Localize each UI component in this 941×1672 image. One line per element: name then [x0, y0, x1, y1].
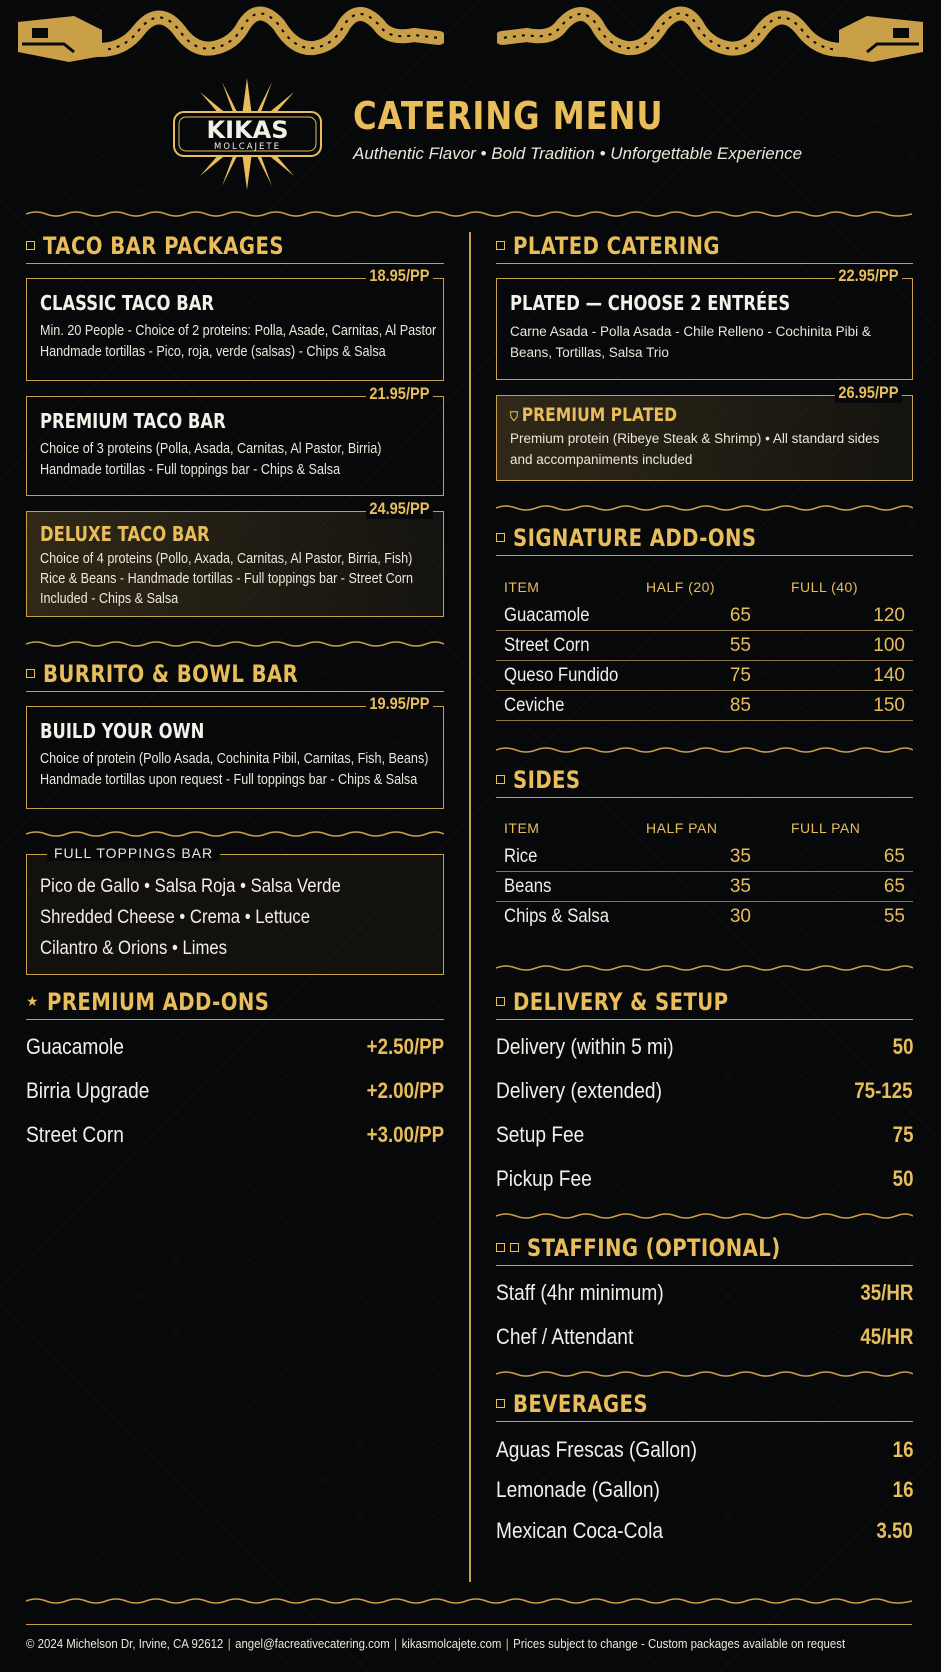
shield-icon: ⛉ [510, 410, 522, 425]
beverage-name: Lemonade (Gallon) [496, 1477, 660, 1502]
beverage-row [496, 1437, 913, 1463]
staff-name: Chef / Attendant [496, 1324, 634, 1349]
plated-name: PREMIUM PLATED [521, 404, 678, 426]
table-row [496, 661, 913, 691]
row-half: 85 [729, 694, 751, 716]
plated-premium [496, 383, 913, 481]
serpent-right-decoration [497, 0, 927, 72]
table-row [496, 601, 913, 631]
page-title: CATERING MENU [353, 94, 664, 138]
section-delivery [496, 984, 913, 1020]
section-title: TACO BAR PACKAGES [43, 231, 284, 260]
section-signature-addons [496, 520, 913, 556]
staffing-row [496, 1324, 913, 1350]
beverage-name: Mexican Coca-Cola [496, 1518, 664, 1543]
fee-name: Delivery (extended) [496, 1078, 662, 1103]
toppings-line: Cilantro & Orions • Limes [40, 938, 228, 959]
fee-price: 75 [892, 1122, 913, 1147]
addon-price: +2.50/PP [366, 1034, 444, 1059]
plated-desc: Carne Asada - Polla Asada - Chile Relleno - Cochinita Pibi & Beans, Tortillas, Salsa Trio [510, 324, 871, 360]
beverage-price: 3.50 [876, 1518, 913, 1543]
package-line: Rice & Beans - Handmade tortillas - Full toppings bar - Street Corn [40, 571, 414, 587]
fee-name: Pickup Fee [496, 1166, 592, 1191]
package-line: Handmade tortillas upon request - Full toppings bar - Chips & Salsa [40, 772, 418, 788]
table-header [496, 573, 913, 601]
square-icon [496, 533, 505, 542]
star-icon: ★ [26, 993, 39, 1009]
footer-rule [26, 1624, 912, 1625]
footer-email[interactable]: angel@facreativecatering.com [235, 1636, 390, 1651]
row-full: 55 [883, 906, 905, 927]
section-title: DELIVERY & SETUP [513, 987, 729, 1016]
header-full: FULL (40) [791, 579, 859, 595]
row-full: 120 [873, 604, 905, 626]
column-divider [469, 232, 471, 1582]
section-beverages [496, 1386, 913, 1422]
brand-name: KIKAS [206, 116, 289, 144]
row-half: 75 [729, 664, 751, 686]
package-line: Choice of protein (Pollo Asada, Cochinita Pibil, Carnitas, Fish, Beans) [40, 751, 429, 767]
staff-price: 35/HR [859, 1280, 913, 1305]
section-title: SIGNATURE ADD-ONS [513, 523, 757, 552]
package-name: BUILD YOUR OWN [40, 719, 205, 743]
package-price: 19.95/PP [366, 694, 433, 714]
addon-price: +3.00/PP [366, 1122, 444, 1147]
package-line: Min. 20 People - Choice of 2 proteins: Polla, Asade, Carnitas, Al Pastor [40, 323, 437, 339]
brand-sub: MOLCAJETE [214, 142, 281, 152]
table-row [496, 842, 913, 872]
footer: © 2024 Michelson Dr, Irvine, CA 92612 | angel@facreativecatering.com | kikasmolcajete.com | Prices subject to change - Custom packages available on request [26, 1636, 846, 1651]
header-half: HALF PAN [646, 820, 718, 836]
square-icon [496, 241, 505, 250]
header-half: HALF (20) [646, 579, 716, 595]
square-icon [496, 1399, 505, 1408]
section-title: SIDES [513, 765, 581, 794]
section-taco-bar [26, 228, 444, 264]
row-full: 150 [873, 694, 905, 716]
fee-price: 50 [892, 1034, 913, 1059]
package-line: Handmade tortillas - Pico, roja, verde (salsas) - Chips & Salsa [40, 344, 386, 360]
table-header [496, 814, 913, 842]
package-name: DELUXE TACO BAR [40, 522, 210, 546]
row-item: Guacamole [504, 604, 590, 626]
toppings-label: FULL TOPPINGS BAR [47, 845, 220, 861]
package-line: Included - Chips & Salsa [40, 591, 179, 607]
row-half: 65 [729, 604, 751, 626]
premium-addon-row [26, 1122, 444, 1148]
table-row [496, 872, 913, 902]
section-divider [496, 1212, 913, 1220]
row-full: 140 [873, 664, 905, 686]
package-build-your-own [26, 694, 444, 809]
toppings-line: Shredded Cheese • Crema • Lettuce [40, 907, 311, 928]
plated-price: 22.95/PP [835, 266, 902, 286]
delivery-row [496, 1034, 913, 1060]
table-row [496, 631, 913, 661]
squares-icon [496, 1243, 519, 1252]
footer-note: Prices subject to change - Custom packages available on request [513, 1636, 846, 1651]
package-classic-taco-bar [26, 266, 444, 381]
row-item: Rice [504, 845, 538, 867]
section-burrito-bar [26, 656, 444, 692]
addon-name: Guacamole [26, 1034, 124, 1059]
row-half: 35 [729, 875, 751, 897]
fee-name: Setup Fee [496, 1122, 585, 1147]
square-icon [496, 775, 505, 784]
beverage-row [496, 1518, 913, 1544]
footer-divider [26, 1597, 912, 1605]
delivery-row [496, 1122, 913, 1148]
row-half: 30 [729, 906, 751, 927]
addon-price: +2.00/PP [366, 1078, 444, 1103]
fee-price: 50 [892, 1166, 913, 1191]
package-price: 24.95/PP [366, 499, 433, 519]
plated-desc: Premium protein (Ribeye Steak & Shrimp) • All standard sides and accompaniments included [510, 431, 880, 467]
row-item: Ceviche [504, 694, 565, 716]
section-divider [26, 830, 444, 838]
square-icon [496, 997, 505, 1006]
section-title: STAFFING (OPTIONAL) [527, 1233, 781, 1262]
section-title: PREMIUM ADD-ONS [46, 987, 269, 1016]
fee-name: Delivery (within 5 mi) [496, 1034, 674, 1059]
section-divider [496, 964, 913, 972]
header-divider [26, 210, 912, 218]
row-full: 100 [873, 634, 905, 656]
section-premium-addons [26, 984, 444, 1020]
row-half: 35 [729, 845, 751, 867]
page-subtitle: Authentic Flavor • Bold Tradition • Unforgettable Experience [353, 144, 803, 163]
row-full: 65 [883, 875, 905, 897]
plated-standard [496, 266, 913, 380]
beverage-price: 16 [892, 1437, 913, 1462]
delivery-row [496, 1166, 913, 1192]
section-staffing [496, 1230, 913, 1266]
package-name: PREMIUM TACO BAR [40, 409, 226, 433]
row-item: Street Corn [504, 634, 590, 656]
beverage-row [496, 1477, 913, 1503]
package-premium-taco-bar [26, 384, 444, 496]
table-row [496, 691, 913, 721]
brand-logo [170, 78, 325, 190]
serpent-left-decoration [14, 0, 444, 72]
section-divider [26, 640, 444, 648]
package-line: Handmade tortillas - Full toppings bar - Chips & Salsa [40, 462, 341, 478]
beverage-price: 16 [892, 1477, 913, 1502]
row-item: Beans [504, 875, 552, 897]
staffing-row [496, 1280, 913, 1306]
staff-price: 45/HR [859, 1324, 913, 1349]
addon-name: Birria Upgrade [26, 1078, 150, 1103]
section-sides [496, 762, 913, 798]
addon-name: Street Corn [26, 1122, 124, 1147]
package-line: Choice of 3 proteins (Polla, Asada, Carnitas, Al Pastor, Birria) [40, 441, 382, 457]
table-row [496, 902, 913, 932]
square-icon [26, 669, 35, 678]
header-full: FULL PAN [791, 820, 861, 836]
package-name: CLASSIC TACO BAR [40, 291, 215, 315]
row-item: Chips & Salsa [504, 906, 610, 927]
plated-name: PLATED — CHOOSE 2 ENTRÉES [510, 291, 791, 315]
sides-table [496, 814, 913, 932]
row-half: 55 [729, 634, 751, 656]
section-title: BEVERAGES [513, 1389, 648, 1418]
footer-website[interactable]: kikasmolcajete.com [401, 1636, 502, 1651]
footer-address: © 2024 Michelson Dr, Irvine, CA 92612 [26, 1636, 224, 1651]
fee-price: 75-125 [854, 1078, 913, 1103]
square-icon [26, 241, 35, 250]
header-item: ITEM [504, 579, 540, 595]
premium-addon-row [26, 1034, 444, 1060]
beverage-name: Aguas Frescas (Gallon) [496, 1437, 698, 1462]
package-deluxe-taco-bar [26, 499, 444, 617]
row-item: Queso Fundido [504, 664, 619, 686]
header-item: ITEM [504, 820, 540, 836]
toppings-bar-box [26, 845, 444, 975]
section-divider [496, 504, 913, 512]
section-plated [496, 228, 913, 264]
package-line: Choice of 4 proteins (Pollo, Axada, Carnitas, Al Pastor, Birria, Fish) [40, 551, 413, 567]
signature-addons-table [496, 573, 913, 721]
plated-price: 26.95/PP [835, 383, 902, 403]
section-divider [496, 746, 913, 754]
row-full: 65 [883, 845, 905, 867]
section-divider [496, 1370, 913, 1378]
section-title: PLATED CATERING [513, 231, 720, 260]
section-title: BURRITO & BOWL BAR [43, 659, 299, 688]
package-price: 18.95/PP [366, 266, 433, 286]
staff-name: Staff (4hr minimum) [496, 1280, 664, 1305]
toppings-line: Pico de Gallo • Salsa Roja • Salsa Verde [40, 876, 341, 897]
premium-addon-row [26, 1078, 444, 1104]
package-price: 21.95/PP [366, 384, 433, 404]
delivery-row [496, 1078, 913, 1104]
